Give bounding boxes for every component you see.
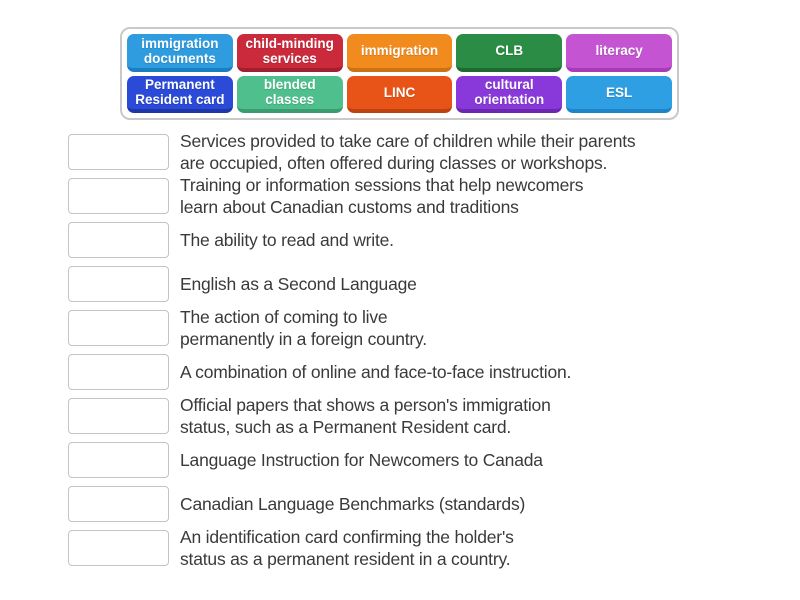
match-row [68, 438, 778, 482]
word-tile[interactable] [237, 34, 343, 72]
definition-text: A combination of online and face-to-face instruction. [180, 362, 572, 382]
answer-drop-zone[interactable] [68, 266, 169, 302]
match-list [68, 130, 778, 570]
word-tile[interactable] [456, 34, 562, 72]
definition-text: Canadian Language Benchmarks (standards) [180, 494, 526, 514]
answer-drop-zone[interactable] [68, 486, 169, 522]
word-tile-label: child-minding services [245, 35, 334, 66]
word-tile-label: ESL [605, 84, 633, 100]
answer-drop-zone[interactable] [68, 442, 169, 478]
definition-text: English as a Second Language [180, 274, 417, 294]
answer-drop-zone[interactable] [68, 530, 169, 566]
answer-drop-zone[interactable] [68, 178, 169, 214]
answer-drop-zone[interactable] [68, 222, 169, 258]
definition-text: Training or information sessions that help newcomers learn about Canadian customs and traditions [180, 175, 584, 217]
word-tile[interactable] [566, 34, 672, 72]
definition-text: Services provided to take care of children while their parents are occupied, often offered during classes or workshops. [180, 131, 636, 173]
word-tile-label: immigration documents [141, 35, 219, 66]
answer-drop-zone[interactable] [68, 398, 169, 434]
word-tile-label: cultural orientation [474, 77, 545, 108]
match-row [68, 394, 778, 438]
word-tile[interactable] [456, 76, 562, 114]
definition-text: An identification card confirming the holder's status as a permanent resident in a country. [180, 527, 514, 569]
word-tile-label: LINC [383, 84, 416, 100]
match-row [68, 130, 778, 174]
definition-text: The ability to read and write. [180, 230, 394, 250]
answer-drop-zone[interactable] [68, 354, 169, 390]
word-tile[interactable] [237, 76, 343, 114]
word-tile-label: CLB [495, 43, 524, 59]
match-row [68, 174, 778, 218]
word-tile[interactable] [127, 34, 233, 72]
word-tile[interactable] [347, 34, 453, 72]
word-tile-label: immigration [360, 43, 439, 59]
word-tile[interactable] [566, 76, 672, 114]
definition-text: Language Instruction for Newcomers to Canada [180, 450, 543, 470]
match-row [68, 526, 778, 570]
answer-drop-zone[interactable] [68, 134, 169, 170]
definition-text: Official papers that shows a person's immigration status, such as a Permanent Resident card. [180, 395, 551, 437]
word-tile-label: literacy [595, 43, 643, 59]
word-bank [120, 27, 679, 120]
answer-drop-zone[interactable] [68, 310, 169, 346]
word-tile[interactable] [347, 76, 453, 114]
word-tile-label: blended classes [263, 77, 316, 108]
match-row [68, 482, 778, 526]
match-row [68, 218, 778, 262]
definition-text: The action of coming to live permanently in a foreign country. [180, 307, 427, 349]
match-row [68, 262, 778, 306]
match-row [68, 306, 778, 350]
match-row [68, 350, 778, 394]
word-tile-label: Permanent Resident card [135, 77, 225, 108]
word-tile[interactable] [127, 76, 233, 114]
